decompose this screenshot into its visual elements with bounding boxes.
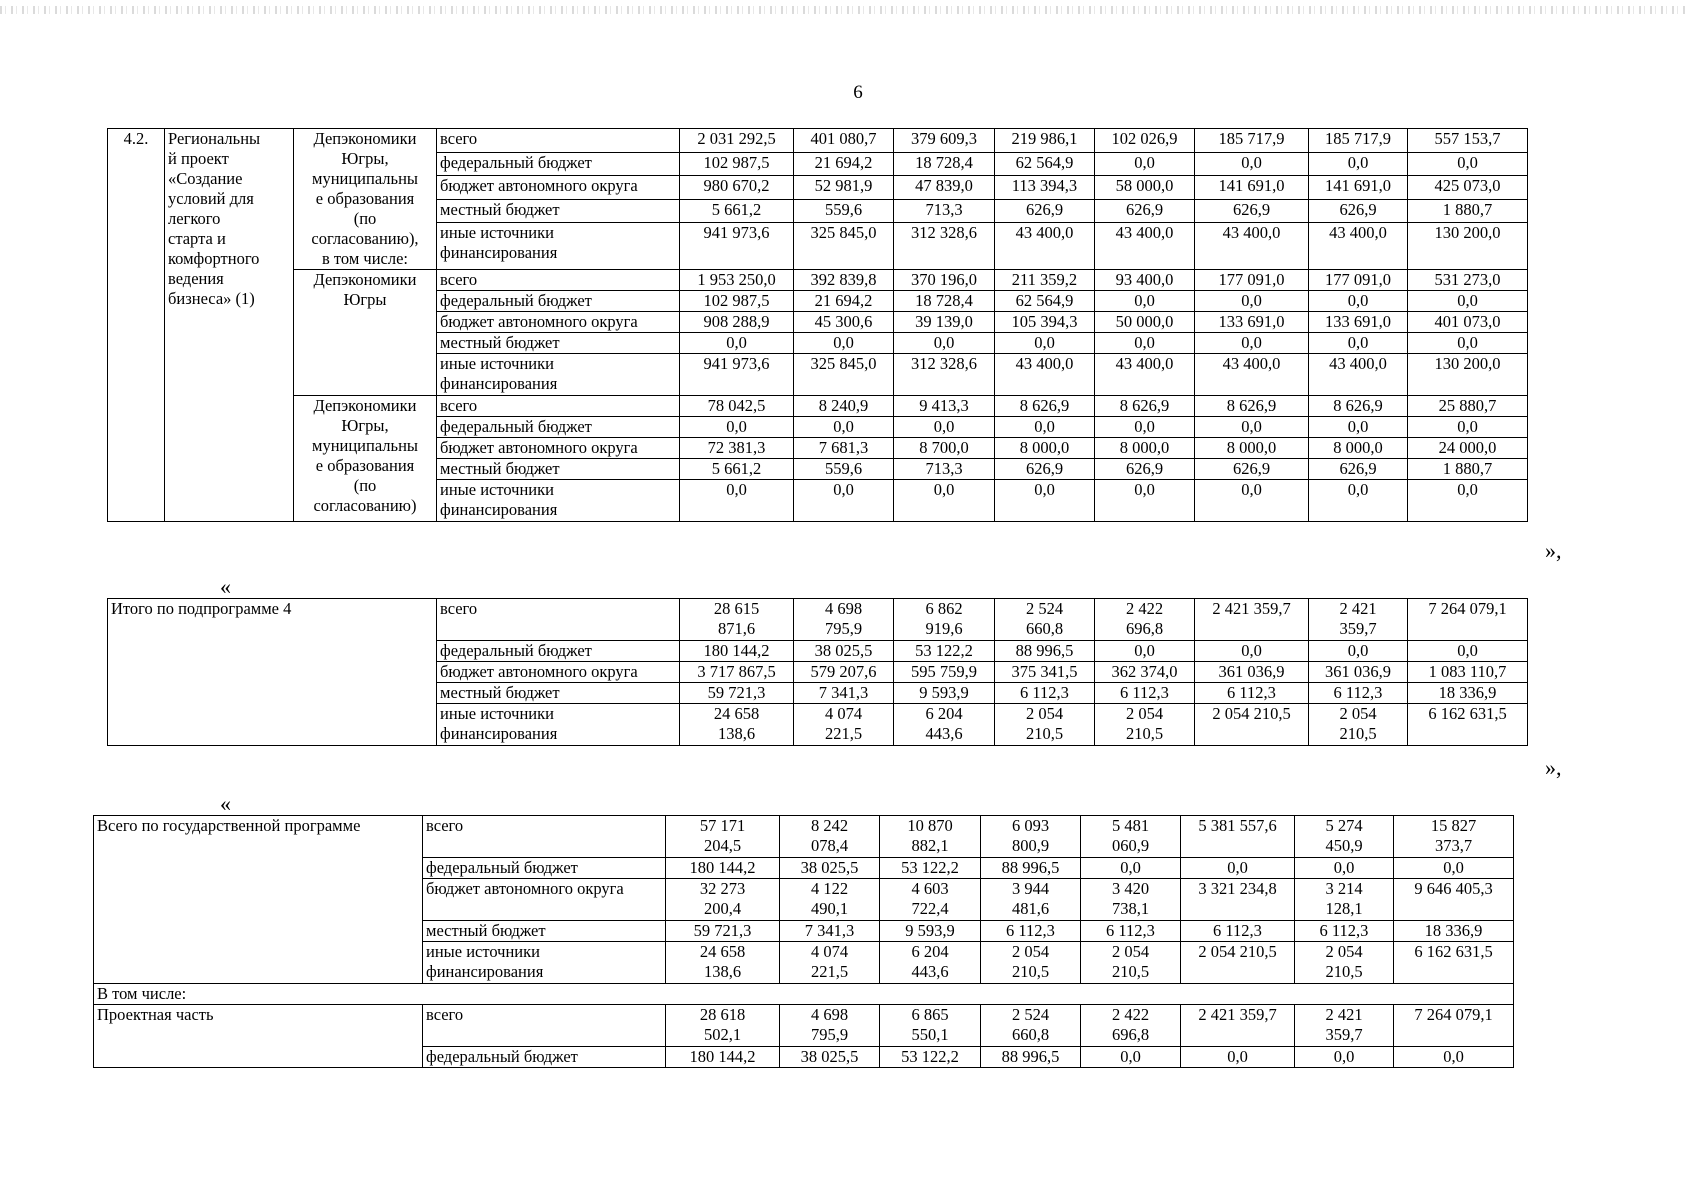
value-cell: 325 845,0: [794, 354, 894, 396]
value-cell: 6 112,3: [1181, 921, 1295, 942]
funding-source: бюджет автономного округа: [423, 879, 666, 921]
value-cell: 2 054 210,5: [1309, 704, 1408, 746]
value-cell: 24 658 138,6: [680, 704, 794, 746]
value-cell: 105 394,3: [995, 312, 1095, 333]
subprogram-title: Итого по подпрограмме 4: [108, 599, 437, 746]
funding-source: всего: [423, 1005, 666, 1047]
value-cell: 362 374,0: [1095, 662, 1195, 683]
value-cell: 6 862 919,6: [894, 599, 995, 641]
value-cell: 4 074 221,5: [780, 942, 880, 984]
value-cell: 18 728,4: [894, 152, 995, 176]
value-cell: 361 036,9: [1195, 662, 1309, 683]
value-cell: 50 000,0: [1095, 312, 1195, 333]
funding-source: иные источники финансирования: [437, 480, 680, 522]
value-cell: 1 083 110,7: [1408, 662, 1528, 683]
value-cell: 8 240,9: [794, 396, 894, 417]
value-cell: 0,0: [1408, 417, 1528, 438]
value-cell: 6 204 443,6: [880, 942, 981, 984]
value-cell: 0,0: [1309, 333, 1408, 354]
state-program-total-table: [93, 815, 1514, 1068]
value-cell: 102 026,9: [1095, 129, 1195, 153]
funding-source: местный бюджет: [437, 199, 680, 223]
value-cell: 8 626,9: [995, 396, 1095, 417]
value-cell: 626,9: [1309, 199, 1408, 223]
value-cell: 2 421 359,7: [1195, 599, 1309, 641]
value-cell: 6 112,3: [981, 921, 1081, 942]
value-cell: 0,0: [1394, 1047, 1514, 1068]
value-cell: 78 042,5: [680, 396, 794, 417]
funding-source: федеральный бюджет: [423, 858, 666, 879]
value-cell: 4 603 722,4: [880, 879, 981, 921]
value-cell: 6 112,3: [1309, 683, 1408, 704]
value-cell: 0,0: [1394, 858, 1514, 879]
including-label: В том числе:: [94, 984, 1514, 1005]
value-cell: 4 074 221,5: [794, 704, 894, 746]
value-cell: 0,0: [894, 480, 995, 522]
value-cell: 62 564,9: [995, 152, 1095, 176]
value-cell: 626,9: [1195, 199, 1309, 223]
value-cell: 980 670,2: [680, 176, 794, 200]
funding-source: бюджет автономного округа: [437, 438, 680, 459]
value-cell: 6 112,3: [1295, 921, 1394, 942]
value-cell: 0,0: [1408, 480, 1528, 522]
value-cell: 0,0: [995, 417, 1095, 438]
value-cell: 6 204 443,6: [894, 704, 995, 746]
value-cell: 21 694,2: [794, 152, 894, 176]
table-row: [108, 599, 1528, 641]
value-cell: 130 200,0: [1408, 223, 1528, 270]
value-cell: 58 000,0: [1095, 176, 1195, 200]
value-cell: 0,0: [1195, 417, 1309, 438]
value-cell: 626,9: [1095, 199, 1195, 223]
funding-source: местный бюджет: [423, 921, 666, 942]
subprogram-total-table: [107, 598, 1528, 746]
value-cell: 7 341,3: [780, 921, 880, 942]
table-row: [108, 270, 1528, 291]
value-cell: 43 400,0: [1095, 223, 1195, 270]
value-cell: 38 025,5: [780, 858, 880, 879]
value-cell: 28 618 502,1: [666, 1005, 780, 1047]
regional-project-table: [107, 128, 1528, 522]
value-cell: 52 981,9: [794, 176, 894, 200]
funding-source: всего: [437, 129, 680, 153]
value-cell: 185 717,9: [1309, 129, 1408, 153]
value-cell: 595 759,9: [894, 662, 995, 683]
value-cell: 3 717 867,5: [680, 662, 794, 683]
project-part-title: Проектная часть: [94, 1005, 423, 1068]
value-cell: 6 162 631,5: [1408, 704, 1528, 746]
value-cell: 177 091,0: [1195, 270, 1309, 291]
executor-name: Депэкономики Югры, муниципальны е образования (по согласованию): [294, 396, 437, 522]
value-cell: 6 112,3: [1081, 921, 1181, 942]
value-cell: 180 144,2: [666, 1047, 780, 1068]
value-cell: 43 400,0: [1309, 223, 1408, 270]
value-cell: 9 593,9: [894, 683, 995, 704]
value-cell: 8 000,0: [1195, 438, 1309, 459]
value-cell: 0,0: [794, 417, 894, 438]
value-cell: 211 359,2: [995, 270, 1095, 291]
value-cell: 2 524 660,8: [981, 1005, 1081, 1047]
value-cell: 401 080,7: [794, 129, 894, 153]
value-cell: 2 054 210,5: [995, 704, 1095, 746]
funding-source: федеральный бюджет: [437, 152, 680, 176]
value-cell: 0,0: [1295, 858, 1394, 879]
funding-source: всего: [437, 396, 680, 417]
value-cell: 312 328,6: [894, 354, 995, 396]
value-cell: 24 000,0: [1408, 438, 1528, 459]
value-cell: 43 400,0: [1309, 354, 1408, 396]
value-cell: 0,0: [1309, 291, 1408, 312]
value-cell: 2 524 660,8: [995, 599, 1095, 641]
value-cell: 1 880,7: [1408, 199, 1528, 223]
value-cell: 2 054 210,5: [1295, 942, 1394, 984]
value-cell: 713,3: [894, 199, 995, 223]
value-cell: 180 144,2: [666, 858, 780, 879]
value-cell: 32 273 200,4: [666, 879, 780, 921]
value-cell: 1 880,7: [1408, 459, 1528, 480]
value-cell: 559,6: [794, 199, 894, 223]
value-cell: 0,0: [1095, 417, 1195, 438]
value-cell: 9 413,3: [894, 396, 995, 417]
value-cell: 43 400,0: [1195, 354, 1309, 396]
value-cell: 908 288,9: [680, 312, 794, 333]
value-cell: 6 093 800,9: [981, 816, 1081, 858]
value-cell: 38 025,5: [794, 641, 894, 662]
value-cell: 6 162 631,5: [1394, 942, 1514, 984]
value-cell: 18 728,4: [894, 291, 995, 312]
value-cell: 0,0: [995, 333, 1095, 354]
value-cell: 6 112,3: [1095, 683, 1195, 704]
value-cell: 4 122 490,1: [780, 879, 880, 921]
value-cell: 2 054 210,5: [1195, 704, 1309, 746]
value-cell: 43 400,0: [1095, 354, 1195, 396]
funding-source: бюджет автономного округа: [437, 662, 680, 683]
project-name: Региональны й проект «Создание условий для легкого старта и комфортного ведения бизнеса» (1): [165, 129, 294, 522]
value-cell: 102 987,5: [680, 291, 794, 312]
value-cell: 0,0: [1195, 291, 1309, 312]
funding-source: иные источники финансирования: [423, 942, 666, 984]
value-cell: 0,0: [1195, 333, 1309, 354]
value-cell: 7 341,3: [794, 683, 894, 704]
value-cell: 626,9: [1195, 459, 1309, 480]
value-cell: 1 953 250,0: [680, 270, 794, 291]
funding-source: бюджет автономного округа: [437, 176, 680, 200]
value-cell: 59 721,3: [666, 921, 780, 942]
opening-quote-2: «: [220, 791, 231, 816]
value-cell: 626,9: [1095, 459, 1195, 480]
value-cell: 9 646 405,3: [1394, 879, 1514, 921]
value-cell: 0,0: [1181, 1047, 1295, 1068]
value-cell: 0,0: [1408, 333, 1528, 354]
value-cell: 2 422 696,8: [1081, 1005, 1181, 1047]
page-number: 6: [853, 82, 863, 103]
value-cell: 59 721,3: [680, 683, 794, 704]
value-cell: 2 421 359,7: [1295, 1005, 1394, 1047]
value-cell: 72 381,3: [680, 438, 794, 459]
value-cell: 0,0: [1095, 480, 1195, 522]
value-cell: 5 661,2: [680, 459, 794, 480]
value-cell: 3 214 128,1: [1295, 879, 1394, 921]
funding-source: местный бюджет: [437, 333, 680, 354]
value-cell: 0,0: [794, 333, 894, 354]
value-cell: 425 073,0: [1408, 176, 1528, 200]
value-cell: 6 112,3: [1195, 683, 1309, 704]
value-cell: 0,0: [1095, 152, 1195, 176]
value-cell: 102 987,5: [680, 152, 794, 176]
closing-quote-1: »,: [1545, 538, 1562, 563]
program-title: Всего по государственной программе: [94, 816, 423, 984]
value-cell: 9 593,9: [880, 921, 981, 942]
value-cell: 7 264 079,1: [1408, 599, 1528, 641]
value-cell: 0,0: [1408, 291, 1528, 312]
value-cell: 3 420 738,1: [1081, 879, 1181, 921]
value-cell: 0,0: [1195, 480, 1309, 522]
value-cell: 626,9: [1309, 459, 1408, 480]
value-cell: 2 422 696,8: [1095, 599, 1195, 641]
value-cell: 0,0: [680, 480, 794, 522]
value-cell: 21 694,2: [794, 291, 894, 312]
value-cell: 57 171 204,5: [666, 816, 780, 858]
value-cell: 18 336,9: [1408, 683, 1528, 704]
value-cell: 28 615 871,6: [680, 599, 794, 641]
funding-source: иные источники финансирования: [437, 704, 680, 746]
value-cell: 0,0: [1408, 641, 1528, 662]
value-cell: 0,0: [1081, 858, 1181, 879]
funding-source: иные источники финансирования: [437, 223, 680, 270]
value-cell: 5 381 557,6: [1181, 816, 1295, 858]
funding-source: всего: [437, 599, 680, 641]
funding-source: местный бюджет: [437, 459, 680, 480]
value-cell: 53 122,2: [880, 1047, 981, 1068]
funding-source: местный бюджет: [437, 683, 680, 704]
value-cell: 130 200,0: [1408, 354, 1528, 396]
value-cell: 133 691,0: [1195, 312, 1309, 333]
value-cell: 43 400,0: [1195, 223, 1309, 270]
value-cell: 180 144,2: [680, 641, 794, 662]
value-cell: 392 839,8: [794, 270, 894, 291]
value-cell: 0,0: [794, 480, 894, 522]
table-row: [94, 816, 1514, 858]
value-cell: 3 321 234,8: [1181, 879, 1295, 921]
including-row: [94, 984, 1514, 1005]
value-cell: 88 996,5: [995, 641, 1095, 662]
value-cell: 370 196,0: [894, 270, 995, 291]
value-cell: 0,0: [680, 333, 794, 354]
value-cell: 43 400,0: [995, 354, 1095, 396]
value-cell: 8 242 078,4: [780, 816, 880, 858]
scan-noise-strip: [0, 6, 1686, 14]
value-cell: 0,0: [1095, 641, 1195, 662]
value-cell: 401 073,0: [1408, 312, 1528, 333]
value-cell: 941 973,6: [680, 223, 794, 270]
value-cell: 15 827 373,7: [1394, 816, 1514, 858]
table-row: [108, 396, 1528, 417]
value-cell: 6 865 550,1: [880, 1005, 981, 1047]
value-cell: 88 996,5: [981, 858, 1081, 879]
funding-source: иные источники финансирования: [437, 354, 680, 396]
value-cell: 2 421 359,7: [1309, 599, 1408, 641]
value-cell: 2 054 210,5: [981, 942, 1081, 984]
value-cell: 141 691,0: [1195, 176, 1309, 200]
value-cell: 5 481 060,9: [1081, 816, 1181, 858]
value-cell: 4 698 795,9: [780, 1005, 880, 1047]
value-cell: 113 394,3: [995, 176, 1095, 200]
value-cell: 0,0: [1095, 333, 1195, 354]
value-cell: 2 031 292,5: [680, 129, 794, 153]
item-number: 4.2.: [108, 129, 165, 522]
value-cell: 8 000,0: [1095, 438, 1195, 459]
value-cell: 185 717,9: [1195, 129, 1309, 153]
value-cell: 8 626,9: [1195, 396, 1309, 417]
value-cell: 0,0: [1309, 152, 1408, 176]
value-cell: 8 626,9: [1095, 396, 1195, 417]
funding-source: федеральный бюджет: [423, 1047, 666, 1068]
value-cell: 0,0: [1309, 417, 1408, 438]
value-cell: 2 054 210,5: [1181, 942, 1295, 984]
value-cell: 2 054 210,5: [1081, 942, 1181, 984]
value-cell: 2 054 210,5: [1095, 704, 1195, 746]
value-cell: 579 207,6: [794, 662, 894, 683]
value-cell: 0,0: [1181, 858, 1295, 879]
value-cell: 45 300,6: [794, 312, 894, 333]
value-cell: 88 996,5: [981, 1047, 1081, 1068]
value-cell: 8 700,0: [894, 438, 995, 459]
value-cell: 312 328,6: [894, 223, 995, 270]
opening-quote-1: «: [220, 574, 231, 599]
value-cell: 0,0: [1081, 1047, 1181, 1068]
value-cell: 0,0: [1309, 641, 1408, 662]
value-cell: 0,0: [1309, 480, 1408, 522]
value-cell: 0,0: [1295, 1047, 1394, 1068]
closing-quote-2: »,: [1545, 755, 1562, 780]
value-cell: 0,0: [680, 417, 794, 438]
funding-source: федеральный бюджет: [437, 641, 680, 662]
value-cell: 219 986,1: [995, 129, 1095, 153]
funding-source: федеральный бюджет: [437, 291, 680, 312]
value-cell: 0,0: [1195, 641, 1309, 662]
value-cell: 62 564,9: [995, 291, 1095, 312]
funding-source: всего: [423, 816, 666, 858]
value-cell: 5 274 450,9: [1295, 816, 1394, 858]
value-cell: 177 091,0: [1309, 270, 1408, 291]
value-cell: 43 400,0: [995, 223, 1095, 270]
value-cell: 557 153,7: [1408, 129, 1528, 153]
value-cell: 18 336,9: [1394, 921, 1514, 942]
executor-name: Депэкономики Югры: [294, 270, 437, 396]
value-cell: 10 870 882,1: [880, 816, 981, 858]
value-cell: 53 122,2: [880, 858, 981, 879]
table-row: [108, 129, 1528, 153]
value-cell: 0,0: [995, 480, 1095, 522]
value-cell: 6 112,3: [995, 683, 1095, 704]
value-cell: 941 973,6: [680, 354, 794, 396]
executor-name: Депэкономики Югры, муниципальны е образования (по согласованию), в том числе:: [294, 129, 437, 270]
value-cell: 0,0: [894, 333, 995, 354]
funding-source: бюджет автономного округа: [437, 312, 680, 333]
value-cell: 0,0: [1408, 152, 1528, 176]
value-cell: 531 273,0: [1408, 270, 1528, 291]
value-cell: 0,0: [1095, 291, 1195, 312]
value-cell: 141 691,0: [1309, 176, 1408, 200]
value-cell: 8 000,0: [995, 438, 1095, 459]
value-cell: 7 264 079,1: [1394, 1005, 1514, 1047]
value-cell: 8 626,9: [1309, 396, 1408, 417]
value-cell: 3 944 481,6: [981, 879, 1081, 921]
value-cell: 0,0: [894, 417, 995, 438]
value-cell: 4 698 795,9: [794, 599, 894, 641]
value-cell: 626,9: [995, 199, 1095, 223]
value-cell: 38 025,5: [780, 1047, 880, 1068]
value-cell: 0,0: [1195, 152, 1309, 176]
value-cell: 8 000,0: [1309, 438, 1408, 459]
value-cell: 7 681,3: [794, 438, 894, 459]
value-cell: 25 880,7: [1408, 396, 1528, 417]
funding-source: всего: [437, 270, 680, 291]
value-cell: 2 421 359,7: [1181, 1005, 1295, 1047]
value-cell: 559,6: [794, 459, 894, 480]
value-cell: 93 400,0: [1095, 270, 1195, 291]
value-cell: 325 845,0: [794, 223, 894, 270]
value-cell: 713,3: [894, 459, 995, 480]
value-cell: 5 661,2: [680, 199, 794, 223]
value-cell: 53 122,2: [894, 641, 995, 662]
value-cell: 361 036,9: [1309, 662, 1408, 683]
value-cell: 133 691,0: [1309, 312, 1408, 333]
value-cell: 24 658 138,6: [666, 942, 780, 984]
value-cell: 379 609,3: [894, 129, 995, 153]
funding-source: федеральный бюджет: [437, 417, 680, 438]
value-cell: 39 139,0: [894, 312, 995, 333]
value-cell: 626,9: [995, 459, 1095, 480]
table-row: [94, 1005, 1514, 1047]
value-cell: 375 341,5: [995, 662, 1095, 683]
value-cell: 47 839,0: [894, 176, 995, 200]
